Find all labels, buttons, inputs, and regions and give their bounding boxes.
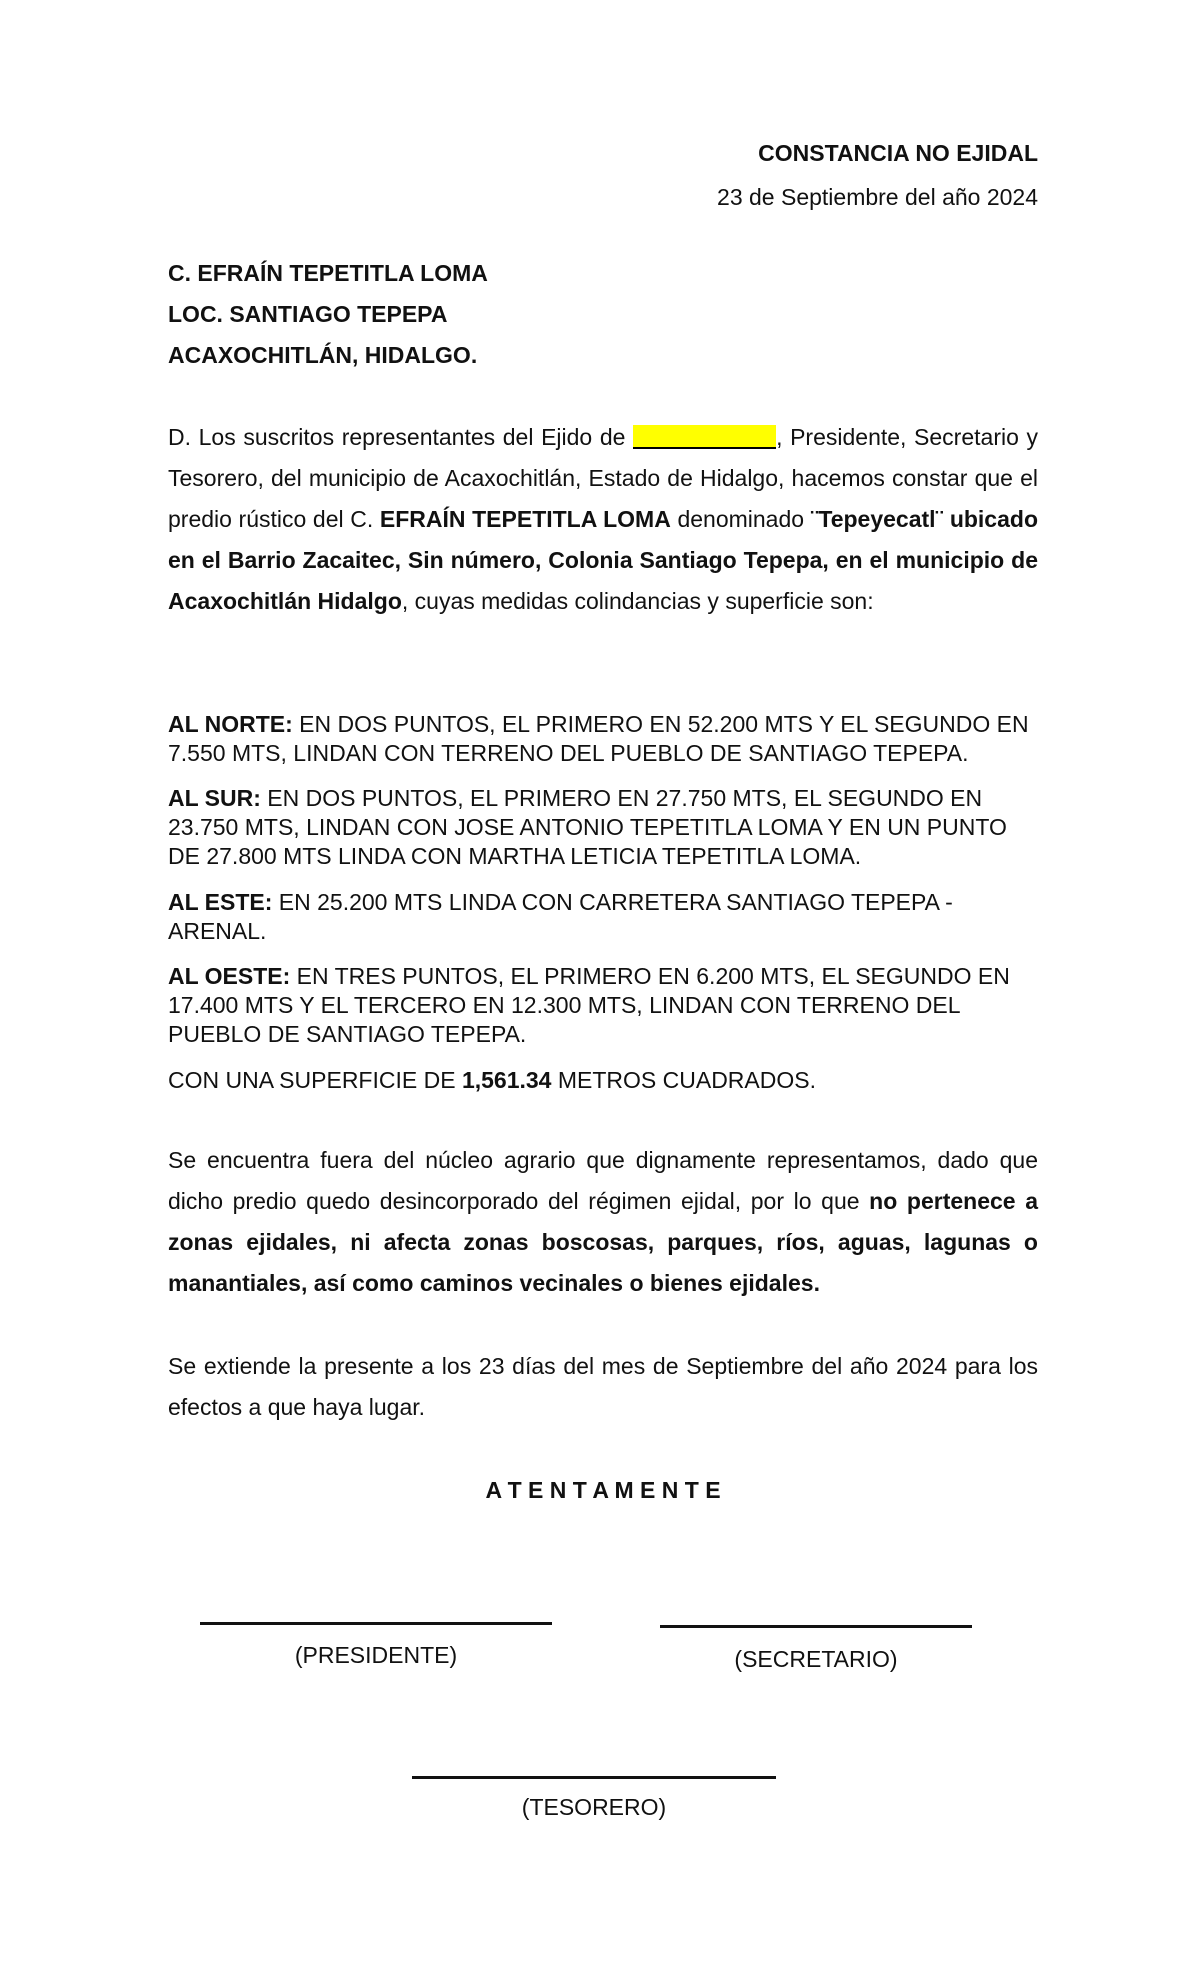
ejido-name-blank (633, 425, 776, 449)
intro-paragraph (168, 417, 1038, 622)
south-text: EN DOS PUNTOS, EL PRIMERO EN 27.750 MTS, EL SEGUNDO EN 23.750 MTS, LINDAN CON JOSE ANTONIO TEPETITLA LOMA Y EN UN PUNTO DE 27.800 MTS LINDA CON MARTHA LETICIA TEPETITLA LOMA. (168, 785, 1007, 869)
treasurer-label: (TESORERO) (521, 1794, 667, 1820)
north-label: AL NORTE: (168, 711, 293, 737)
statement-text: Se encuentra fuera del núcleo agrario que dignamente representamos, dado que dicho predio quedo desincorporado del régimen ejidal, por lo que (168, 1147, 1038, 1214)
treasurer-signature-line (412, 1776, 776, 1779)
president-signature-line (200, 1622, 552, 1625)
closing-paragraph: Se extiende la presente a los 23 días del mes de Septiembre del año 2024 para los efectos a que haya lugar. (168, 1353, 1038, 1420)
document-date: 23 de Septiembre del año 2024 (717, 184, 1038, 210)
intro-text-4: , cuyas medidas colindancias y superficie son: (401, 588, 874, 614)
surface-area (168, 1066, 1038, 1095)
area-value: 1,561.34 (461, 1067, 552, 1093)
west-label: AL OESTE: (168, 963, 291, 989)
recipient-name: C. EFRAÍN TEPETITLA LOMA (168, 260, 488, 286)
boundary-south (168, 784, 1038, 871)
recipient-municipality: ACAXOCHITLÁN, HIDALGO. (168, 342, 478, 368)
east-label: AL ESTE: (168, 889, 273, 915)
area-text-post: METROS CUADRADOS. (551, 1067, 816, 1093)
north-text: EN DOS PUNTOS, EL PRIMERO EN 52.200 MTS Y EL SEGUNDO EN 7.550 MTS, LINDAN CON TERRENO DEL PUEBLO DE SANTIAGO TEPEPA. (168, 711, 1029, 766)
south-label: AL SUR: (168, 785, 261, 811)
boundary-west (168, 962, 1038, 1049)
document-title: CONSTANCIA NO EJIDAL (758, 140, 1038, 166)
statement-paragraph (168, 1140, 1038, 1304)
recipient-locality: LOC. SANTIAGO TEPEPA (168, 301, 448, 327)
boundary-east (168, 888, 1038, 946)
statement-bold: no pertenece a zonas ejidales, ni afecta zonas boscosas, parques, ríos, aguas, lagunas o manantiales, así como caminos vecinales o bienes ejidales. (168, 1188, 1038, 1296)
intro-text-3: denominado (670, 506, 811, 532)
atentamente-heading: A T E N T A M E N T E (485, 1477, 721, 1503)
president-label: (PRESIDENTE) (294, 1642, 458, 1668)
secretary-signature-line (660, 1625, 972, 1628)
boundary-north (168, 710, 1038, 768)
west-text: EN TRES PUNTOS, EL PRIMERO EN 6.200 MTS, EL SEGUNDO EN 17.400 MTS Y EL TERCERO EN 12.300 MTS, LINDAN CON TERRENO DEL PUEBLO DE SANTIAGO TEPEPA. (168, 963, 1010, 1047)
intro-text-1: D. Los suscritos representantes del Ejido de (168, 424, 634, 450)
intro-text-2: , Presidente, Secretario y Tesorero, del municipio de Acaxochitlán, Estado de Hidalgo, hacemos constar que el predio rústico del C. (168, 424, 1039, 532)
area-text-pre: CON UNA SUPERFICIE DE (168, 1067, 462, 1093)
east-text: EN 25.200 MTS LINDA CON CARRETERA SANTIAGO TEPEPA - ARENAL. (168, 889, 953, 944)
secretary-label: (SECRETARIO) (734, 1646, 898, 1672)
predio-location: ¨Tepeyecatl¨ ubicado en el Barrio Zacaitec, Sin número, Colonia Santiago Tepepa, en el municipio de Acaxochitlán Hidalgo (168, 506, 1038, 614)
owner-name: EFRAÍN TEPETITLA LOMA (379, 506, 671, 532)
